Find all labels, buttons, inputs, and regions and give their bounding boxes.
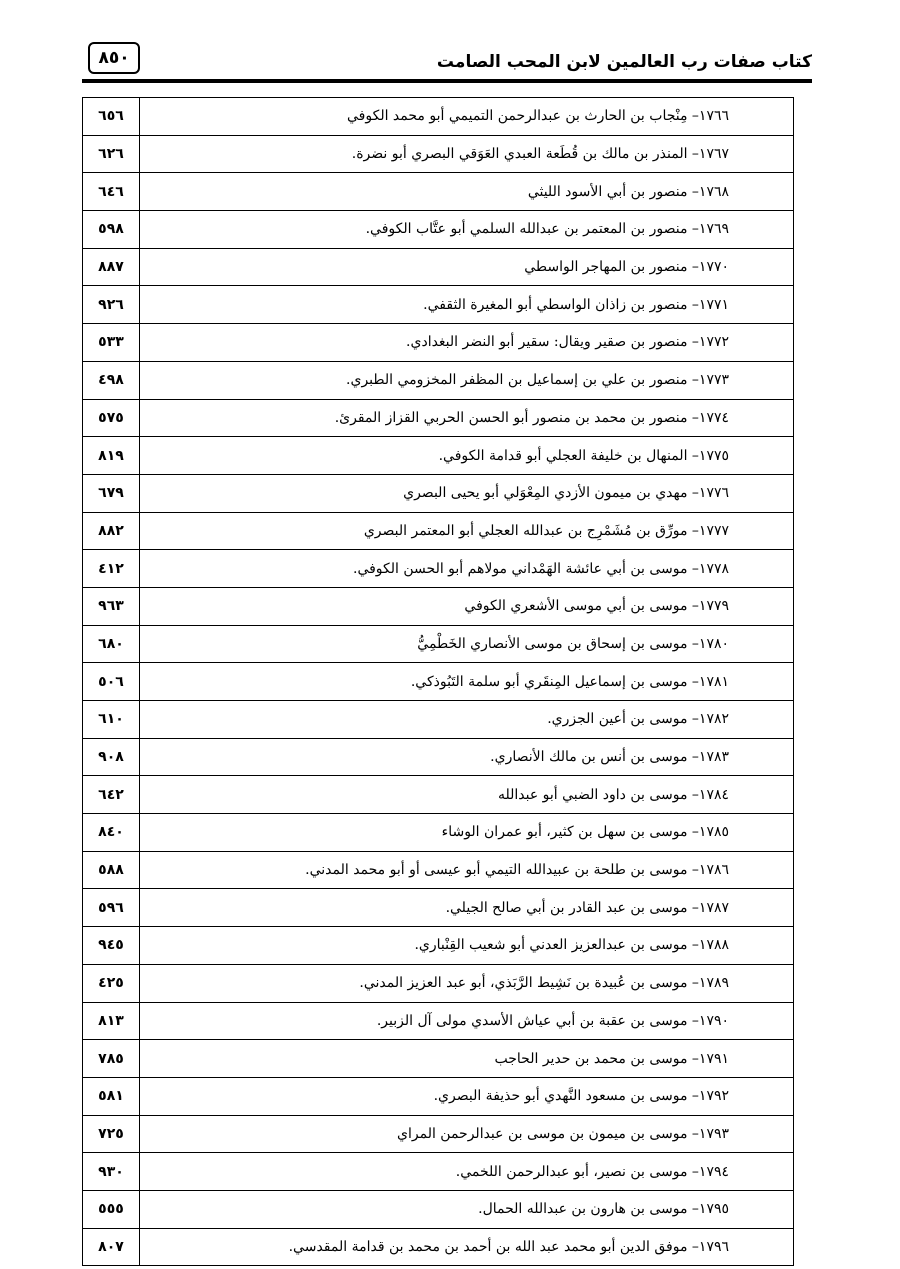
page-reference: ٤٩٨: [83, 361, 140, 399]
narrator-entry: ١٧٧٩– موسى بن أبي موسى الأشعري الكوفي: [140, 587, 794, 625]
page-reference: ٦٢٦: [83, 135, 140, 173]
narrator-entry: ١٧٦٧– المنذر بن مالك بن قُطَعة العبدي العَوَقي البصري أبو نضرة.: [140, 135, 794, 173]
page-reference: ٨٤٠: [83, 814, 140, 852]
page-reference: ٩٣٠: [83, 1153, 140, 1191]
table-row: [83, 248, 794, 286]
narrator-entry: ١٧٩٠– موسى بن عقبة بن أبي عياش الأسدي مولى آل الزبير.: [140, 1002, 794, 1040]
table-row: [83, 173, 794, 211]
narrator-entry: ١٧٦٩– منصور بن المعتمر بن عبدالله السلمي أبو عتَّاب الكوفي.: [140, 211, 794, 249]
table-row: [83, 1077, 794, 1115]
page-reference: ٥٩٨: [83, 211, 140, 249]
narrator-entry: ١٧٧٣– منصور بن علي بن إسماعيل بن المظفر المخزومي الطبري.: [140, 361, 794, 399]
table-row: [83, 399, 794, 437]
table-row: [83, 98, 794, 136]
page-reference: ٩٢٦: [83, 286, 140, 324]
page-reference: ٥٨١: [83, 1077, 140, 1115]
table-row: [83, 889, 794, 927]
page-reference: ٥٠٦: [83, 663, 140, 701]
narrator-entry: ١٧٨٨– موسى بن عبدالعزيز العدني أبو شعيب القِنْباري.: [140, 927, 794, 965]
narrator-entry: ١٧٨٦– موسى بن طلحة بن عبيدالله التيمي أبو عيسى أو أبو محمد المدني.: [140, 851, 794, 889]
table-row: [83, 964, 794, 1002]
page-reference: ٥٥٥: [83, 1190, 140, 1228]
table-row: [83, 512, 794, 550]
page-number: ٨٥٠: [88, 42, 140, 74]
narrator-entry: ١٧٧٤– منصور بن محمد بن منصور أبو الحسن الحربي القزاز المقرئ.: [140, 399, 794, 437]
page-reference: ٦١٠: [83, 701, 140, 739]
narrator-entry: ١٧٧٨– موسى بن أبي عائشة الهَمْداني مولاهم أبو الحسن الكوفي.: [140, 550, 794, 588]
page-reference: ٨٠٧: [83, 1228, 140, 1266]
page-reference: ٦٧٩: [83, 474, 140, 512]
table-row: [83, 1228, 794, 1266]
table-row: [83, 927, 794, 965]
narrator-entry: ١٧٧١– منصور بن زاذان الواسطي أبو المغيرة الثقفي.: [140, 286, 794, 324]
narrator-entry: ١٧٧٦– مهدي بن ميمون الأزدي المِعْوَلي أبو يحيى البصري: [140, 474, 794, 512]
page-reference: ٤١٢: [83, 550, 140, 588]
page-reference: ٥٣٣: [83, 324, 140, 362]
page-reference: ٦٥٦: [83, 98, 140, 136]
narrators-index-table: [82, 97, 794, 1266]
page-reference: ٦٤٦: [83, 173, 140, 211]
page-header: [82, 42, 812, 80]
table-row: [83, 1115, 794, 1153]
table-row: [83, 851, 794, 889]
narrator-entry: ١٧٩٥– موسى بن هارون بن عبدالله الحمال.: [140, 1190, 794, 1228]
table-row: [83, 1040, 794, 1078]
narrator-entry: ١٧٧٥– المنهال بن خليفة العجلي أبو قدامة الكوفي.: [140, 437, 794, 475]
table-row: [83, 361, 794, 399]
narrator-entry: ١٧٨٠– موسى بن إسحاق بن موسى الأنصاري الخَطْمِيُّ: [140, 625, 794, 663]
page-reference: ٩٦٣: [83, 587, 140, 625]
table-row: [83, 1002, 794, 1040]
table-row: [83, 814, 794, 852]
table-row: [83, 776, 794, 814]
table-row: [83, 474, 794, 512]
page-reference: ٧٢٥: [83, 1115, 140, 1153]
table-row: [83, 701, 794, 739]
page-reference: ٥٨٨: [83, 851, 140, 889]
header-divider: [82, 79, 812, 83]
narrator-entry: ١٧٨٩– موسى بن عُبيدة بن نَشِيط الرَّبَذي، أبو عبد العزيز المدني.: [140, 964, 794, 1002]
page-reference: ٦٨٠: [83, 625, 140, 663]
table-row: [83, 211, 794, 249]
narrator-entry: ١٧٨١– موسى بن إسماعيل المِنقَري أبو سلمة التَبُوذكي.: [140, 663, 794, 701]
narrator-entry: ١٧٧٠– منصور بن المهاجر الواسطي: [140, 248, 794, 286]
narrator-entry: ١٧٩٤– موسى بن نصير، أبو عبدالرحمن اللخمي.: [140, 1153, 794, 1191]
narrator-entry: ١٧٩١– موسى بن محمد بن حدير الحاجب: [140, 1040, 794, 1078]
narrator-entry: ١٧٨٢– موسى بن أعين الجزري.: [140, 701, 794, 739]
page-reference: ٨٨٧: [83, 248, 140, 286]
table-row: [83, 738, 794, 776]
narrator-entry: ١٧٩٣– موسى بن ميمون بن موسى بن عبدالرحمن المراي: [140, 1115, 794, 1153]
table-row: [83, 587, 794, 625]
table-row: [83, 324, 794, 362]
narrator-entry: ١٧٩٦– موفق الدين أبو محمد عبد الله بن أحمد بن محمد بن قدامة المقدسي.: [140, 1228, 794, 1266]
page-reference: ٦٤٢: [83, 776, 140, 814]
narrator-entry: ١٧٨٥– موسى بن سهل بن كثير، أبو عمران الوشاء: [140, 814, 794, 852]
page-reference: ٩٠٨: [83, 738, 140, 776]
table-row: [83, 1190, 794, 1228]
narrator-entry: ١٧٨٣– موسى بن أنس بن مالك الأنصاري.: [140, 738, 794, 776]
narrator-entry: ١٧٨٤– موسى بن داود الضبي أبو عبدالله: [140, 776, 794, 814]
narrator-entry: ١٧٩٢– موسى بن مسعود النَّهدي أبو حذيفة البصري.: [140, 1077, 794, 1115]
page-reference: ٩٤٥: [83, 927, 140, 965]
narrator-entry: ١٧٧٢– منصور بن صقير ويقال: سقير أبو النضر البغدادي.: [140, 324, 794, 362]
narrator-entry: ١٧٦٦– مِنْجاب بن الحارث بن عبدالرحمن التميمي أبو محمد الكوفي: [140, 98, 794, 136]
table-row: [83, 550, 794, 588]
table-row: [83, 1153, 794, 1191]
page-reference: ٨١٣: [83, 1002, 140, 1040]
table-row: [83, 663, 794, 701]
table-row: [83, 437, 794, 475]
page-reference: ٨٨٢: [83, 512, 140, 550]
page-reference: ٤٢٥: [83, 964, 140, 1002]
book-title: كتاب صفات رب العالمين لابن المحب الصامت: [436, 52, 812, 72]
narrator-entry: ١٧٦٨– منصور بن أبي الأسود الليثي: [140, 173, 794, 211]
table-row: [83, 625, 794, 663]
table-row: [83, 286, 794, 324]
page-reference: ٨١٩: [83, 437, 140, 475]
page-reference: ٥٧٥: [83, 399, 140, 437]
table-row: [83, 135, 794, 173]
narrator-entry: ١٧٧٧– مورِّق بن مُشَمْرِج بن عبدالله العجلي أبو المعتمر البصري: [140, 512, 794, 550]
page-reference: ٥٩٦: [83, 889, 140, 927]
page-reference: ٧٨٥: [83, 1040, 140, 1078]
narrator-entry: ١٧٨٧– موسى بن عبد القادر بن أبي صالح الجيلي.: [140, 889, 794, 927]
